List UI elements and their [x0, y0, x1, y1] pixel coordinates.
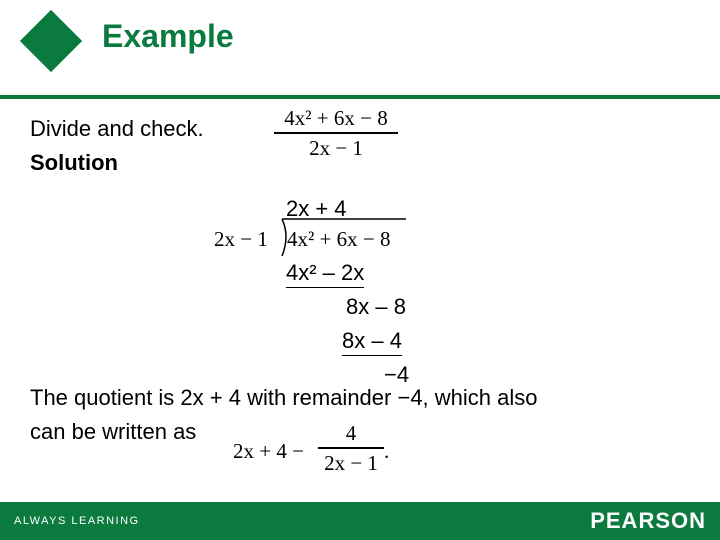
- footer-brand-logo: PEARSON: [590, 508, 706, 533]
- conclusion-line1: The quotient is 2x + 4 with remainder −4, which also: [30, 385, 538, 410]
- quotient-text: 2x + 4: [286, 196, 347, 221]
- footer-tagline: ALWAYS LEARNING: [14, 515, 140, 527]
- answer-fraction-bar: [318, 447, 384, 449]
- header-diamond-logo: [20, 10, 82, 72]
- dividend-text: 4x² + 6x − 8: [287, 227, 391, 251]
- solution-label: Solution: [30, 150, 118, 175]
- step3-subtract: 8x – 4: [342, 328, 402, 356]
- prompt-text: Divide and check.: [30, 116, 204, 141]
- page-title: Example: [102, 18, 234, 54]
- answer-period: .: [384, 439, 390, 463]
- step1-subtract: 4x² – 2x: [286, 260, 364, 288]
- problem-numerator: 4x² + 6x − 8: [284, 106, 388, 130]
- conclusion-line2: can be written as: [30, 419, 197, 444]
- answer-fraction: [318, 421, 384, 475]
- fraction-bar: [274, 132, 398, 134]
- footer-bar: [0, 502, 720, 540]
- problem-fraction: [274, 106, 398, 160]
- answer-lead: 2x + 4 −: [233, 439, 304, 463]
- final-remainder: −4: [384, 362, 410, 387]
- problem-denominator: 2x − 1: [309, 135, 363, 160]
- header-divider: [0, 95, 720, 99]
- answer-numerator: 4: [345, 421, 357, 445]
- step2-remainder: 8x – 8: [346, 294, 406, 319]
- answer-denominator: 2x − 1: [324, 450, 378, 475]
- divisor-text: 2x − 1: [214, 227, 268, 251]
